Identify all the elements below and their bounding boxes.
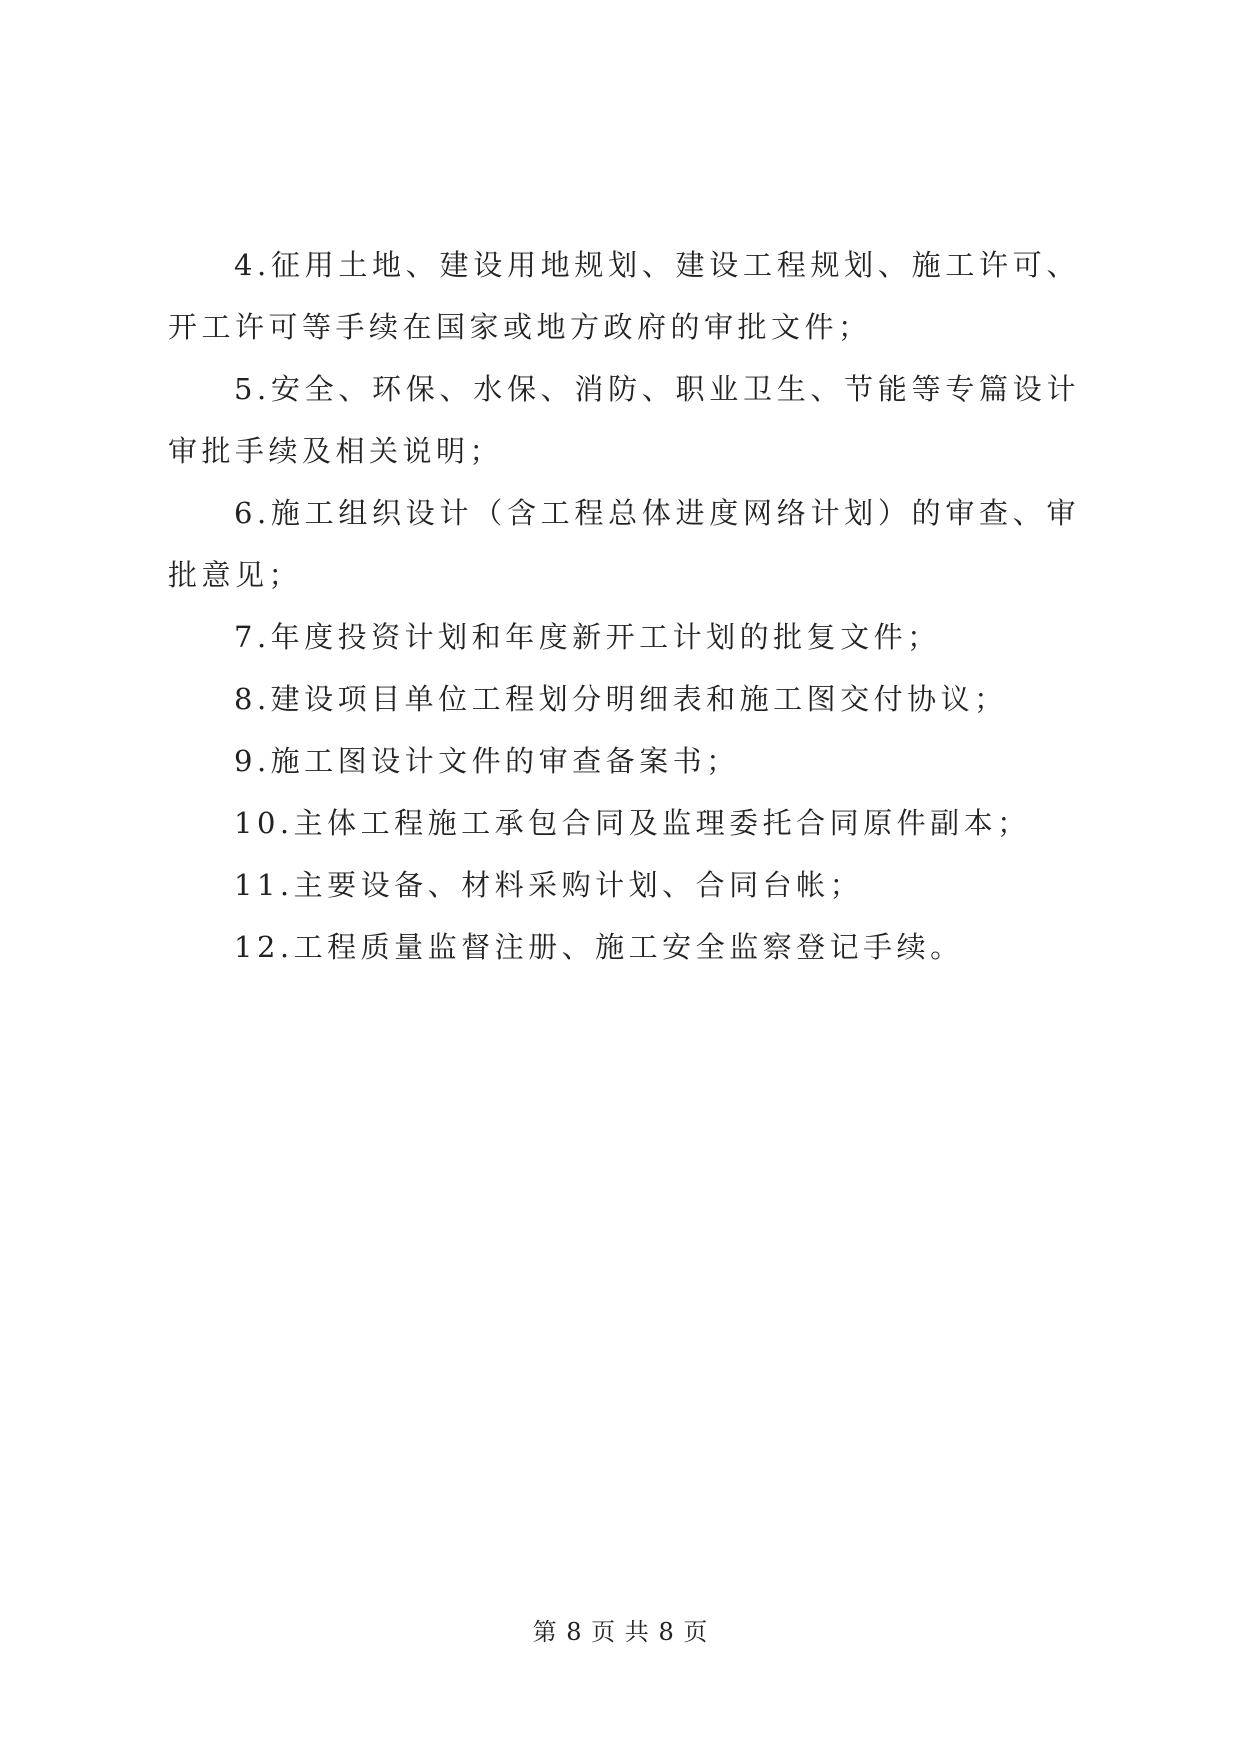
list-item: 12.工程质量监督注册、施工安全监察登记手续。 [234, 930, 964, 964]
list-item: 10.主体工程施工承包合同及监理委托合同原件副本； [234, 806, 1031, 840]
list-item: 6.施工组织设计（含工程总体进度网络计划）的审查、审批意见； [168, 496, 1080, 592]
list-item: 7.年度投资计划和年度新开工计划的批复文件； [234, 620, 941, 654]
list-item: 9.施工图设计文件的审查备案书； [234, 744, 740, 778]
list-item: 11.主要设备、材料采购计划、合同台帐； [234, 868, 864, 902]
page-number-footer: 第 8 页 共 8 页 [532, 1618, 709, 1646]
list-item: 8.建设项目单位工程划分明细表和施工图交付协议； [234, 682, 1008, 716]
list-item: 4.征用土地、建设用地规划、建设工程规划、施工许可、开工许可等手续在国家或地方政府的审批文件； [168, 248, 1080, 344]
document-body [168, 234, 1080, 978]
list-item: 5.安全、环保、水保、消防、职业卫生、节能等专篇设计审批手续及相关说明； [168, 372, 1080, 468]
